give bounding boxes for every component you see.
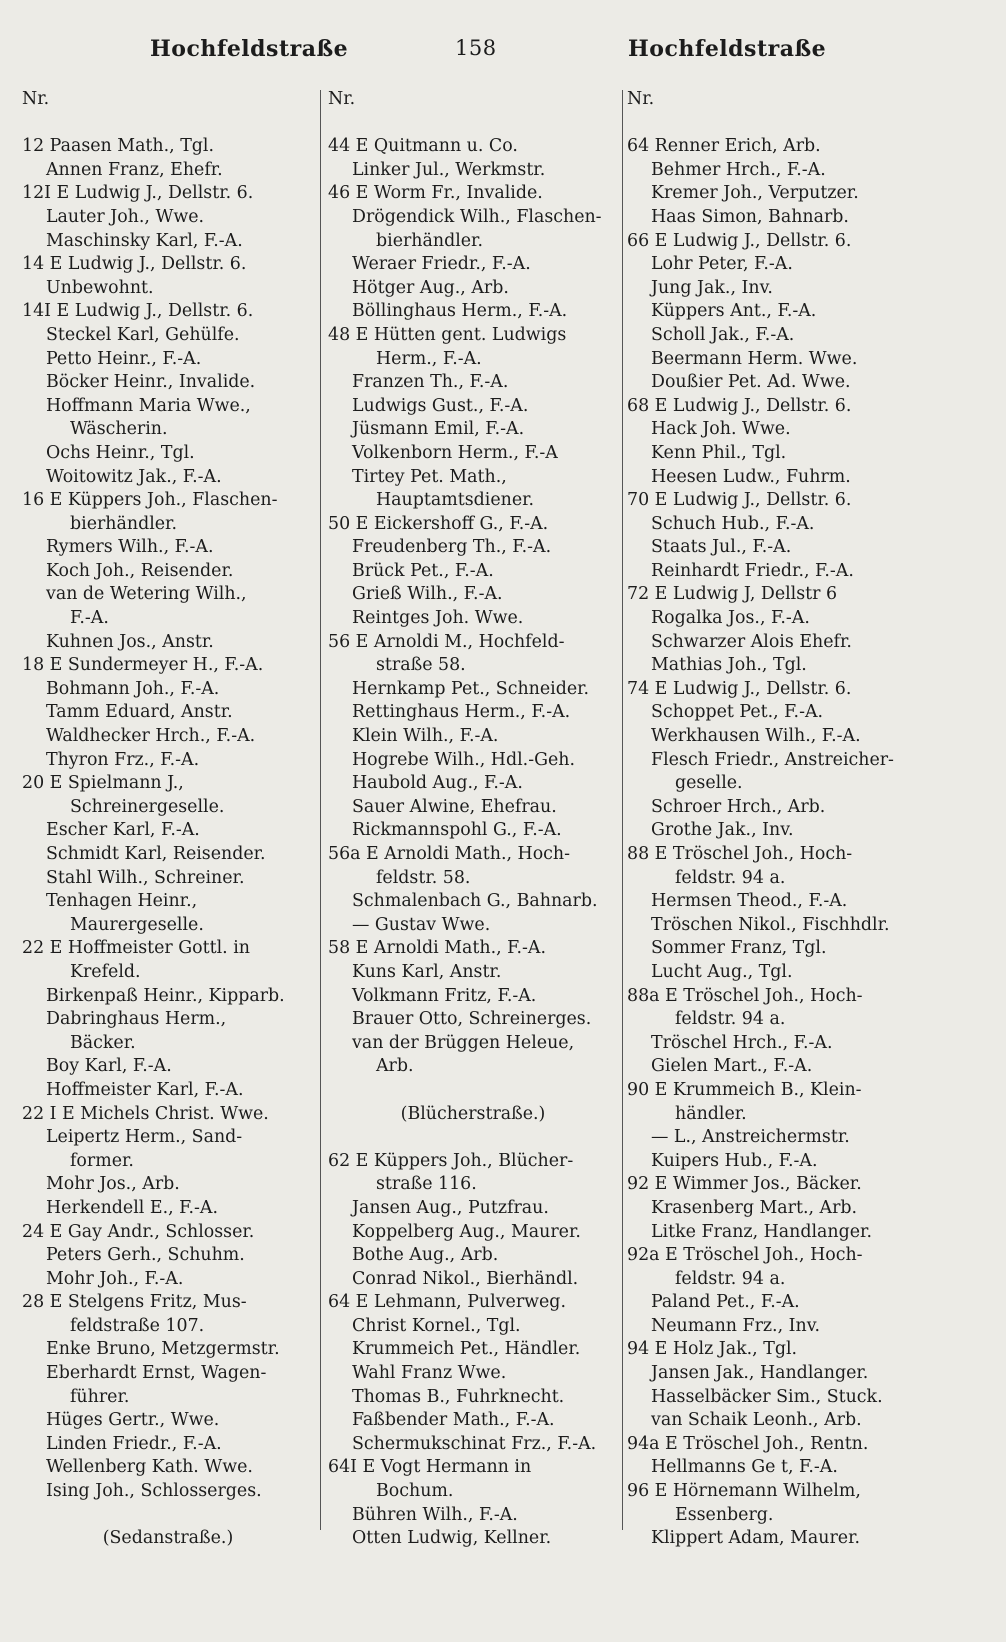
directory-line: Otten Ludwig, Kellner. bbox=[352, 1528, 552, 1549]
directory-line: Mohr Joh., F.-A. bbox=[46, 1268, 184, 1289]
directory-line: 92 E Wimmer Jos., Bäcker. bbox=[627, 1174, 862, 1195]
directory-line: Jung Jak., Inv. bbox=[651, 277, 773, 298]
directory-line: Weraer Friedr., F.-A. bbox=[352, 254, 531, 275]
directory-line: Scholl Jak., F.-A. bbox=[651, 324, 795, 345]
directory-line: Linden Friedr., F.-A. bbox=[46, 1433, 222, 1454]
directory-line: Hack Joh. Wwe. bbox=[651, 419, 791, 440]
directory-line: Heesen Ludw., Fuhrm. bbox=[651, 466, 851, 487]
directory-line: Leipertz Herm., Sand- bbox=[46, 1127, 243, 1148]
directory-line: 22 I E Michels Christ. Wwe. bbox=[22, 1103, 269, 1124]
directory-line: Koch Joh., Reisender. bbox=[46, 560, 234, 581]
directory-line: Mathias Joh., Tgl. bbox=[651, 655, 807, 676]
directory-line: Rogalka Jos., F.-A. bbox=[651, 608, 810, 629]
directory-line: 56a E Arnoldi Math., Hoch- bbox=[328, 844, 570, 864]
directory-line: Hogrebe Wilh., Hdl.-Geh. bbox=[352, 749, 575, 770]
directory-line: Maurergeselle. bbox=[70, 914, 204, 935]
directory-line: Behmer Hrch., F.-A. bbox=[651, 159, 826, 180]
directory-line: Wäscherin. bbox=[70, 419, 168, 440]
directory-line: van der Brüggen Heleue, bbox=[352, 1032, 575, 1053]
directory-line: 44 E Quitmann u. Co. bbox=[328, 136, 518, 157]
directory-line: Kremer Joh., Verputzer. bbox=[651, 183, 859, 204]
directory-line: Flesch Friedr., Anstreicher- bbox=[651, 749, 894, 770]
directory-line: Thomas B., Fuhrknecht. bbox=[352, 1386, 565, 1407]
directory-line: Rickmannspohl G., F.-A. bbox=[352, 820, 562, 841]
directory-line: Schoppet Pet., F.-A. bbox=[651, 702, 824, 723]
directory-line: Reinhardt Friedr., F.-A. bbox=[651, 560, 854, 581]
directory-line: Schwarzer Alois Ehefr. bbox=[651, 631, 852, 652]
directory-line: 88a E Tröschel Joh., Hoch- bbox=[627, 985, 863, 1006]
directory-line: — Gustav Wwe. bbox=[352, 914, 491, 935]
directory-line: Franzen Th., F.-A. bbox=[352, 372, 509, 393]
directory-line: 90 E Krummeich B., Klein- bbox=[627, 1079, 862, 1100]
directory-line: 72 E Ludwig J, Dellstr 6 bbox=[627, 584, 838, 605]
directory-line: Grieß Wilh., F.-A. bbox=[352, 584, 503, 605]
directory-line: Wellenberg Kath. Wwe. bbox=[46, 1457, 253, 1478]
directory-line: Bühren Wilh., F.-A. bbox=[352, 1504, 518, 1525]
directory-line: 50 E Eickershoff G., F.-A. bbox=[328, 513, 549, 534]
directory-line: Hüges Gertr., Wwe. bbox=[46, 1410, 220, 1431]
directory-line: Escher Karl, F.-A. bbox=[46, 820, 200, 841]
directory-line: bierhändler. bbox=[70, 513, 177, 534]
directory-line: Reintges Joh. Wwe. bbox=[352, 608, 524, 629]
directory-line: Grothe Jak., Inv. bbox=[651, 820, 794, 841]
directory-line: feldstraße 107. bbox=[70, 1315, 205, 1336]
directory-line: 64 Renner Erich, Arb. bbox=[627, 136, 821, 157]
directory-line: Tirtey Pet. Math., bbox=[352, 466, 507, 487]
directory-line: Petto Heinr., F.-A. bbox=[46, 348, 202, 369]
directory-line: feldstr. 94 a. bbox=[675, 867, 786, 888]
directory-line: Stahl Wilh., Schreiner. bbox=[46, 867, 245, 888]
directory-line: 88 E Tröschel Joh., Hoch- bbox=[627, 844, 853, 864]
directory-line: former. bbox=[70, 1150, 134, 1171]
spacer-line bbox=[22, 1504, 314, 1528]
directory-line: 92a E Tröschel Joh., Hoch- bbox=[627, 1245, 863, 1266]
directory-line: Schreinergeselle. bbox=[70, 796, 225, 817]
directory-line: Sommer Franz, Tgl. bbox=[651, 938, 827, 959]
directory-line: Lucht Aug., Tgl. bbox=[651, 961, 793, 982]
directory-line: Kuns Karl, Anstr. bbox=[352, 961, 502, 982]
directory-line: Jansen Aug., Putzfrau. bbox=[352, 1197, 549, 1218]
directory-line: Hötger Aug., Arb. bbox=[352, 277, 509, 298]
directory-line: Ising Joh., Schlosserges. bbox=[46, 1481, 262, 1502]
directory-line: Bohmann Joh., F.-A. bbox=[46, 678, 220, 699]
directory-line: Tröschen Nikol., Fischhdlr. bbox=[651, 914, 890, 935]
spacer-line bbox=[328, 1126, 618, 1150]
column-3 bbox=[627, 88, 927, 1551]
running-head-right: Hochfeldstraße bbox=[628, 36, 827, 62]
directory-line: 14I E Ludwig J., Dellstr. 6. bbox=[22, 301, 254, 322]
directory-line: Böcker Heinr., Invalide. bbox=[46, 372, 256, 393]
directory-line: 46 E Worm Fr., Invalide. bbox=[328, 183, 543, 204]
directory-line: 12 Paasen Math., Tgl. bbox=[22, 136, 215, 157]
directory-line: Waldhecker Hrch., F.-A. bbox=[46, 726, 256, 747]
directory-line: van Schaik Leonh., Arb. bbox=[651, 1410, 862, 1431]
directory-line: Staats Jul., F.-A. bbox=[651, 537, 792, 558]
directory-line: Lauter Joh., Wwe. bbox=[46, 206, 205, 227]
directory-line: Annen Franz, Ehefr. bbox=[46, 159, 223, 180]
directory-line: Küppers Ant., F.-A. bbox=[651, 301, 817, 322]
directory-line: Christ Kornel., Tgl. bbox=[352, 1315, 521, 1336]
directory-line: Schmalenbach G., Bahnarb. bbox=[352, 891, 598, 912]
directory-line: Beermann Herm. Wwe. bbox=[651, 348, 858, 369]
directory-line: Hermsen Theod., F.-A. bbox=[651, 891, 848, 912]
spacer-line bbox=[328, 112, 618, 136]
directory-line: straße 58. bbox=[376, 655, 466, 676]
directory-line: van de Wetering Wilh., bbox=[46, 584, 247, 605]
directory-line: Klein Wilh., F.-A. bbox=[352, 726, 499, 747]
directory-line: Wahl Franz Wwe. bbox=[352, 1363, 507, 1384]
directory-line: Maschinsky Karl, F.-A. bbox=[46, 230, 243, 251]
directory-line: Tröschel Hrch., F.-A. bbox=[651, 1032, 833, 1053]
directory-line: Gielen Mart., F.-A. bbox=[651, 1056, 813, 1077]
directory-line: Neumann Frz., Inv. bbox=[651, 1315, 820, 1336]
directory-line: Kuipers Hub., F.-A. bbox=[651, 1150, 818, 1171]
directory-line: Bochum. bbox=[376, 1481, 454, 1502]
directory-line: Schroer Hrch., Arb. bbox=[651, 796, 826, 817]
directory-line: Hernkamp Pet., Schneider. bbox=[352, 678, 590, 699]
directory-line: Tamm Eduard, Anstr. bbox=[46, 702, 233, 723]
directory-line: straße 116. bbox=[376, 1174, 477, 1195]
street-heading: (Blücherstraße.) bbox=[400, 1103, 546, 1124]
directory-line: Böllinghaus Herm., F.-A. bbox=[352, 301, 568, 322]
directory-line: feldstr. 58. bbox=[376, 867, 471, 888]
directory-line: Litke Franz, Handlanger. bbox=[651, 1221, 872, 1242]
directory-line: Enke Bruno, Metzgermstr. bbox=[46, 1339, 280, 1360]
directory-line: 14 E Ludwig J., Dellstr. 6. bbox=[22, 254, 247, 275]
page-number: 158 bbox=[455, 36, 497, 60]
directory-line: 94a E Tröschel Joh., Rentn. bbox=[627, 1433, 869, 1454]
directory-line: Birkenpaß Heinr., Kipparb. bbox=[46, 985, 285, 1006]
directory-line: Werkhausen Wilh., F.-A. bbox=[651, 726, 861, 747]
directory-line: 58 E Arnoldi Math., F.-A. bbox=[328, 938, 547, 959]
directory-line: Linker Jul., Werkmstr. bbox=[352, 159, 546, 180]
directory-line: 96 E Hörnemann Wilhelm, bbox=[627, 1481, 861, 1502]
directory-line: führer. bbox=[70, 1386, 130, 1407]
directory-line: 24 E Gay Andr., Schlosser. bbox=[22, 1221, 255, 1242]
directory-line: Boy Karl, F.-A. bbox=[46, 1056, 172, 1077]
directory-line: Ochs Heinr., Tgl. bbox=[46, 442, 195, 463]
running-head-left: Hochfeldstraße bbox=[150, 36, 349, 62]
directory-line: Jansen Jak., Handlanger. bbox=[651, 1363, 869, 1384]
street-heading: (Sedanstraße.) bbox=[102, 1528, 234, 1549]
directory-line: Hoffmeister Karl, F.-A. bbox=[46, 1079, 244, 1100]
directory-line: Eberhardt Ernst, Wagen- bbox=[46, 1363, 267, 1384]
directory-line: Doußier Pet. Ad. Wwe. bbox=[651, 372, 851, 393]
directory-line: Jüsmann Emil, F.-A. bbox=[352, 419, 525, 440]
directory-line: Volkenborn Herm., F.-A bbox=[352, 442, 558, 463]
directory-line: — L., Anstreichermstr. bbox=[651, 1127, 850, 1148]
directory-line: F.-A. bbox=[70, 608, 109, 629]
column-label: Nr. bbox=[328, 89, 356, 109]
directory-line: Faßbender Math., F.-A. bbox=[352, 1410, 555, 1431]
directory-line: 48 E Hütten gent. Ludwigs bbox=[328, 324, 567, 345]
directory-line: Bothe Aug., Arb. bbox=[352, 1245, 499, 1266]
directory-line: 68 E Ludwig J., Dellstr. 6. bbox=[627, 395, 852, 416]
directory-line: 70 E Ludwig J., Dellstr. 6. bbox=[627, 490, 852, 511]
directory-line: 20 E Spielmann J., bbox=[22, 773, 184, 794]
directory-line: Koppelberg Aug., Maurer. bbox=[352, 1221, 581, 1242]
directory-line: Drögendick Wilh., Flaschen- bbox=[352, 206, 602, 227]
directory-line: 94 E Holz Jak., Tgl. bbox=[627, 1339, 798, 1360]
directory-line: Haas Simon, Bahnarb. bbox=[651, 206, 849, 227]
directory-line: feldstr. 94 a. bbox=[675, 1268, 786, 1289]
directory-line: 12I E Ludwig J., Dellstr. 6. bbox=[22, 183, 254, 204]
directory-line: 56 E Arnoldi M., Hochfeld- bbox=[328, 631, 565, 652]
directory-line: Klippert Adam, Maurer. bbox=[651, 1528, 861, 1549]
directory-line: 64 E Lehmann, Pulverweg. bbox=[328, 1292, 566, 1313]
directory-line: Freudenberg Th., F.-A. bbox=[352, 537, 552, 558]
directory-line: Paland Pet., F.-A. bbox=[651, 1292, 800, 1313]
directory-line: Peters Gerh., Schuhm. bbox=[46, 1245, 245, 1266]
directory-line: Krasenberg Mart., Arb. bbox=[651, 1197, 858, 1218]
directory-line: Volkmann Fritz, F.-A. bbox=[352, 985, 537, 1006]
directory-line: Dabringhaus Herm., bbox=[46, 1009, 227, 1030]
directory-line: Conrad Nikol., Bierhändl. bbox=[352, 1268, 579, 1289]
directory-line: Hauptamtsdiener. bbox=[376, 490, 535, 511]
column-rule-2 bbox=[622, 90, 623, 1530]
directory-line: Bäcker. bbox=[70, 1032, 136, 1053]
directory-line: Herkendell E., F.-A. bbox=[46, 1197, 219, 1218]
directory-line: Thyron Frz., F.-A. bbox=[46, 749, 200, 770]
directory-line: 28 E Stelgens Fritz, Mus- bbox=[22, 1292, 247, 1313]
directory-line: Hasselbäcker Sim., Stuck. bbox=[651, 1386, 883, 1407]
directory-line: Woitowitz Jak., F.-A. bbox=[46, 466, 222, 487]
column-1 bbox=[22, 88, 314, 1551]
directory-line: 66 E Ludwig J., Dellstr. 6. bbox=[627, 230, 852, 251]
column-label: Nr. bbox=[22, 89, 50, 109]
directory-line: Unbewohnt. bbox=[46, 277, 154, 298]
spacer-line bbox=[22, 112, 314, 136]
directory-line: 18 E Sundermeyer H., F.-A. bbox=[22, 655, 264, 676]
directory-line: 62 E Küppers Joh., Blücher- bbox=[328, 1150, 574, 1171]
directory-line: Rymers Wilh., F.-A. bbox=[46, 537, 214, 558]
directory-line: Essenberg. bbox=[675, 1504, 774, 1525]
directory-line: Schmidt Karl, Reisender. bbox=[46, 844, 266, 864]
directory-line: Arb. bbox=[376, 1056, 414, 1077]
column-label: Nr. bbox=[627, 89, 655, 109]
directory-line: Haubold Aug., F.-A. bbox=[352, 773, 523, 794]
directory-line: Krummeich Pet., Händler. bbox=[352, 1339, 581, 1360]
directory-line: geselle. bbox=[675, 773, 743, 794]
directory-line: Tenhagen Heinr., bbox=[46, 891, 198, 912]
directory-line: feldstr. 94 a. bbox=[675, 1009, 786, 1030]
directory-line: Hellmanns Ge t, F.-A. bbox=[651, 1457, 838, 1478]
directory-line: bierhändler. bbox=[376, 230, 483, 251]
directory-line: Schermukschinat Frz., F.-A. bbox=[352, 1433, 597, 1454]
directory-line: Lohr Peter, F.-A. bbox=[651, 254, 793, 275]
directory-line: Schuch Hub., F.-A. bbox=[651, 513, 815, 534]
directory-line: Krefeld. bbox=[70, 961, 141, 982]
directory-line: Kuhnen Jos., Anstr. bbox=[46, 631, 214, 652]
directory-line: 64I E Vogt Hermann in bbox=[328, 1457, 532, 1478]
directory-line: Herm., F.-A. bbox=[376, 348, 482, 369]
directory-line: Mohr Jos., Arb. bbox=[46, 1174, 180, 1195]
column-2 bbox=[328, 88, 618, 1551]
directory-line: Brauer Otto, Schreinerges. bbox=[352, 1009, 592, 1030]
directory-line: Hoffmann Maria Wwe., bbox=[46, 395, 251, 416]
directory-line: Rettinghaus Herm., F.-A. bbox=[352, 702, 571, 723]
directory-line: 22 E Hoffmeister Gottl. in bbox=[22, 938, 250, 959]
directory-line: Steckel Karl, Gehülfe. bbox=[46, 324, 240, 345]
directory-line: Sauer Alwine, Ehefrau. bbox=[352, 796, 557, 817]
spacer-line bbox=[328, 1079, 618, 1103]
directory-line: händler. bbox=[675, 1103, 747, 1124]
directory-line: Kenn Phil., Tgl. bbox=[651, 442, 787, 463]
spacer-line bbox=[627, 112, 927, 136]
directory-line: Brück Pet., F.-A. bbox=[352, 560, 494, 581]
directory-line: Ludwigs Gust., F.-A. bbox=[352, 395, 529, 416]
column-rule-1 bbox=[320, 90, 321, 1530]
directory-line: 16 E Küppers Joh., Flaschen- bbox=[22, 490, 278, 511]
directory-line: 74 E Ludwig J., Dellstr. 6. bbox=[627, 678, 852, 699]
